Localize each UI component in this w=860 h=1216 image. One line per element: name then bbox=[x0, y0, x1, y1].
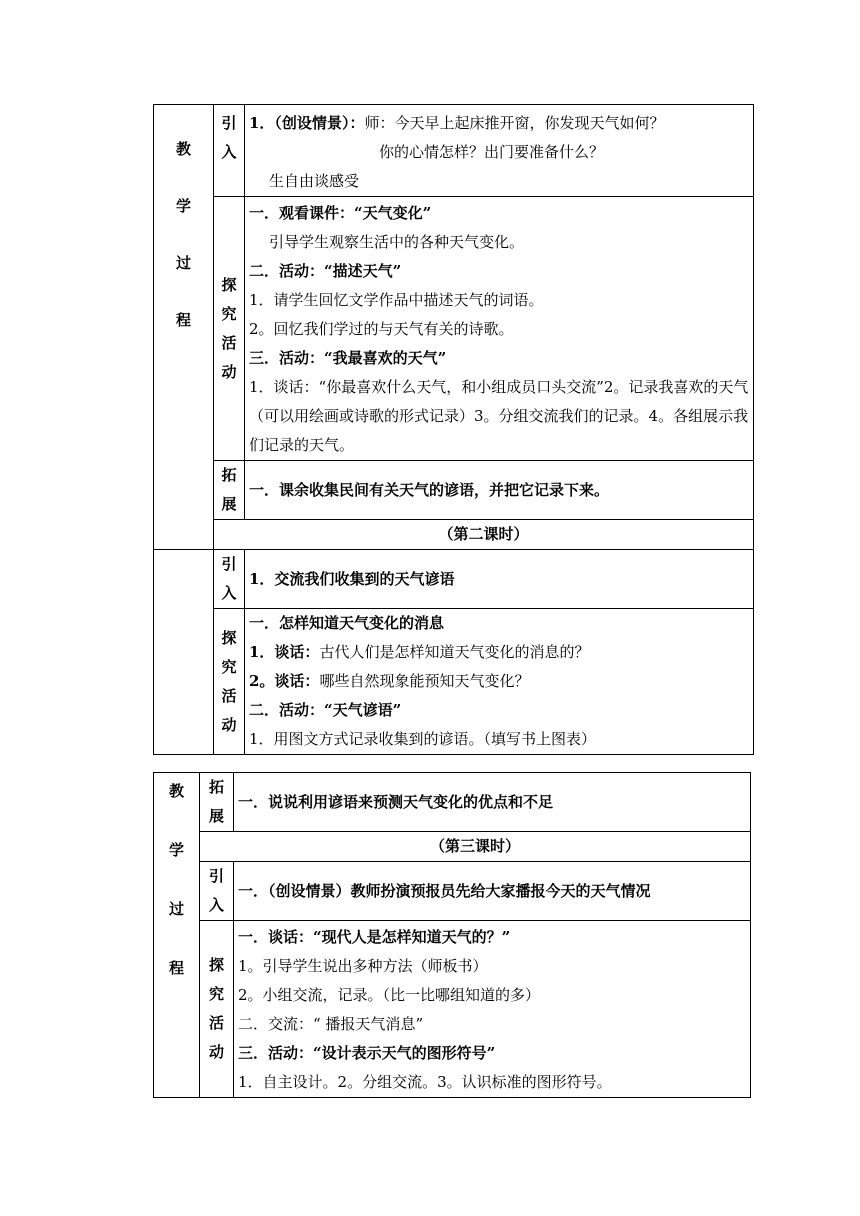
explore-content: 一．观看课件：“天气变化” 引导学生观察生活中的各种天气变化。 二．活动：“描述天气” 1．请学生回忆文学作品中描述天气的词语。 2。回忆我们学过的与天气有关的诗歌。 三．活动：“我最喜欢的天气” 1．谈话：“你最喜欢什么天气，和小组成员口头交流”2。记录我喜欢的天气（可以用绘画或诗歌的形式记录）3。分组交流我们的记录。4。各组展示我们记录的天气。 bbox=[245, 197, 754, 461]
intro-2-content: 1．交流我们收集到的天气谚语 bbox=[245, 550, 754, 609]
intro-2-label: 引 入 bbox=[214, 550, 245, 609]
lesson-3-header: （第三课时） bbox=[200, 832, 751, 862]
extend-label: 拓 展 bbox=[214, 461, 245, 520]
explore-3-content: 一．谈话：“现代人是怎样知道天气的？” 1。引导学生说出多种方法（师板书） 2。小组交流，记录。（比一比哪组知道的多） 二．交流：“ 播报天气消息” 三．活动：“设计表示天气的图形符号” 1．自主设计。2。分组交流。3。认识标准的图形符号。 bbox=[234, 921, 751, 1098]
explore-2-label: 探 究 活 动 bbox=[214, 609, 245, 755]
lesson-table-1 bbox=[153, 104, 754, 755]
extend-2-label: 拓 展 bbox=[200, 773, 234, 832]
intro-3-label: 引 入 bbox=[200, 862, 234, 921]
process-spacer bbox=[154, 550, 214, 609]
explore-label: 探 究 活 动 bbox=[214, 197, 245, 461]
teaching-process-label: 教 学 过 程 bbox=[154, 105, 214, 550]
extend-2-content: 一．说说利用谚语来预测天气变化的优点和不足 bbox=[234, 773, 751, 832]
intro-label: 引 入 bbox=[214, 105, 245, 197]
lesson-2-header: （第二课时） bbox=[214, 520, 754, 550]
intro-content: 1．（创设情景）：师：今天早上起床推开窗，你发现天气如何？ 你的心情怎样？出门要准备什么？ 生自由谈感受 bbox=[245, 105, 754, 197]
intro-3-content: 一．（创设情景）教师扮演预报员先给大家播报今天的天气情况 bbox=[234, 862, 751, 921]
explore-3-label: 探 究 活 动 bbox=[200, 921, 234, 1098]
teaching-process-label-2: 教 学 过 程 bbox=[154, 773, 200, 1098]
explore-2-content: 一．怎样知道天气变化的消息 1．谈话：古代人们是怎样知道天气变化的消息的？ 2。谈话：哪些自然现象能预知天气变化？ 二．活动：“天气谚语” 1．用图文方式记录收集到的谚语。（填写书上图表） bbox=[245, 609, 754, 755]
lesson-table-2 bbox=[153, 772, 751, 1098]
process-spacer-2 bbox=[154, 609, 214, 755]
extend-content: 一．课余收集民间有关天气的谚语，并把它记录下来。 bbox=[245, 461, 754, 520]
